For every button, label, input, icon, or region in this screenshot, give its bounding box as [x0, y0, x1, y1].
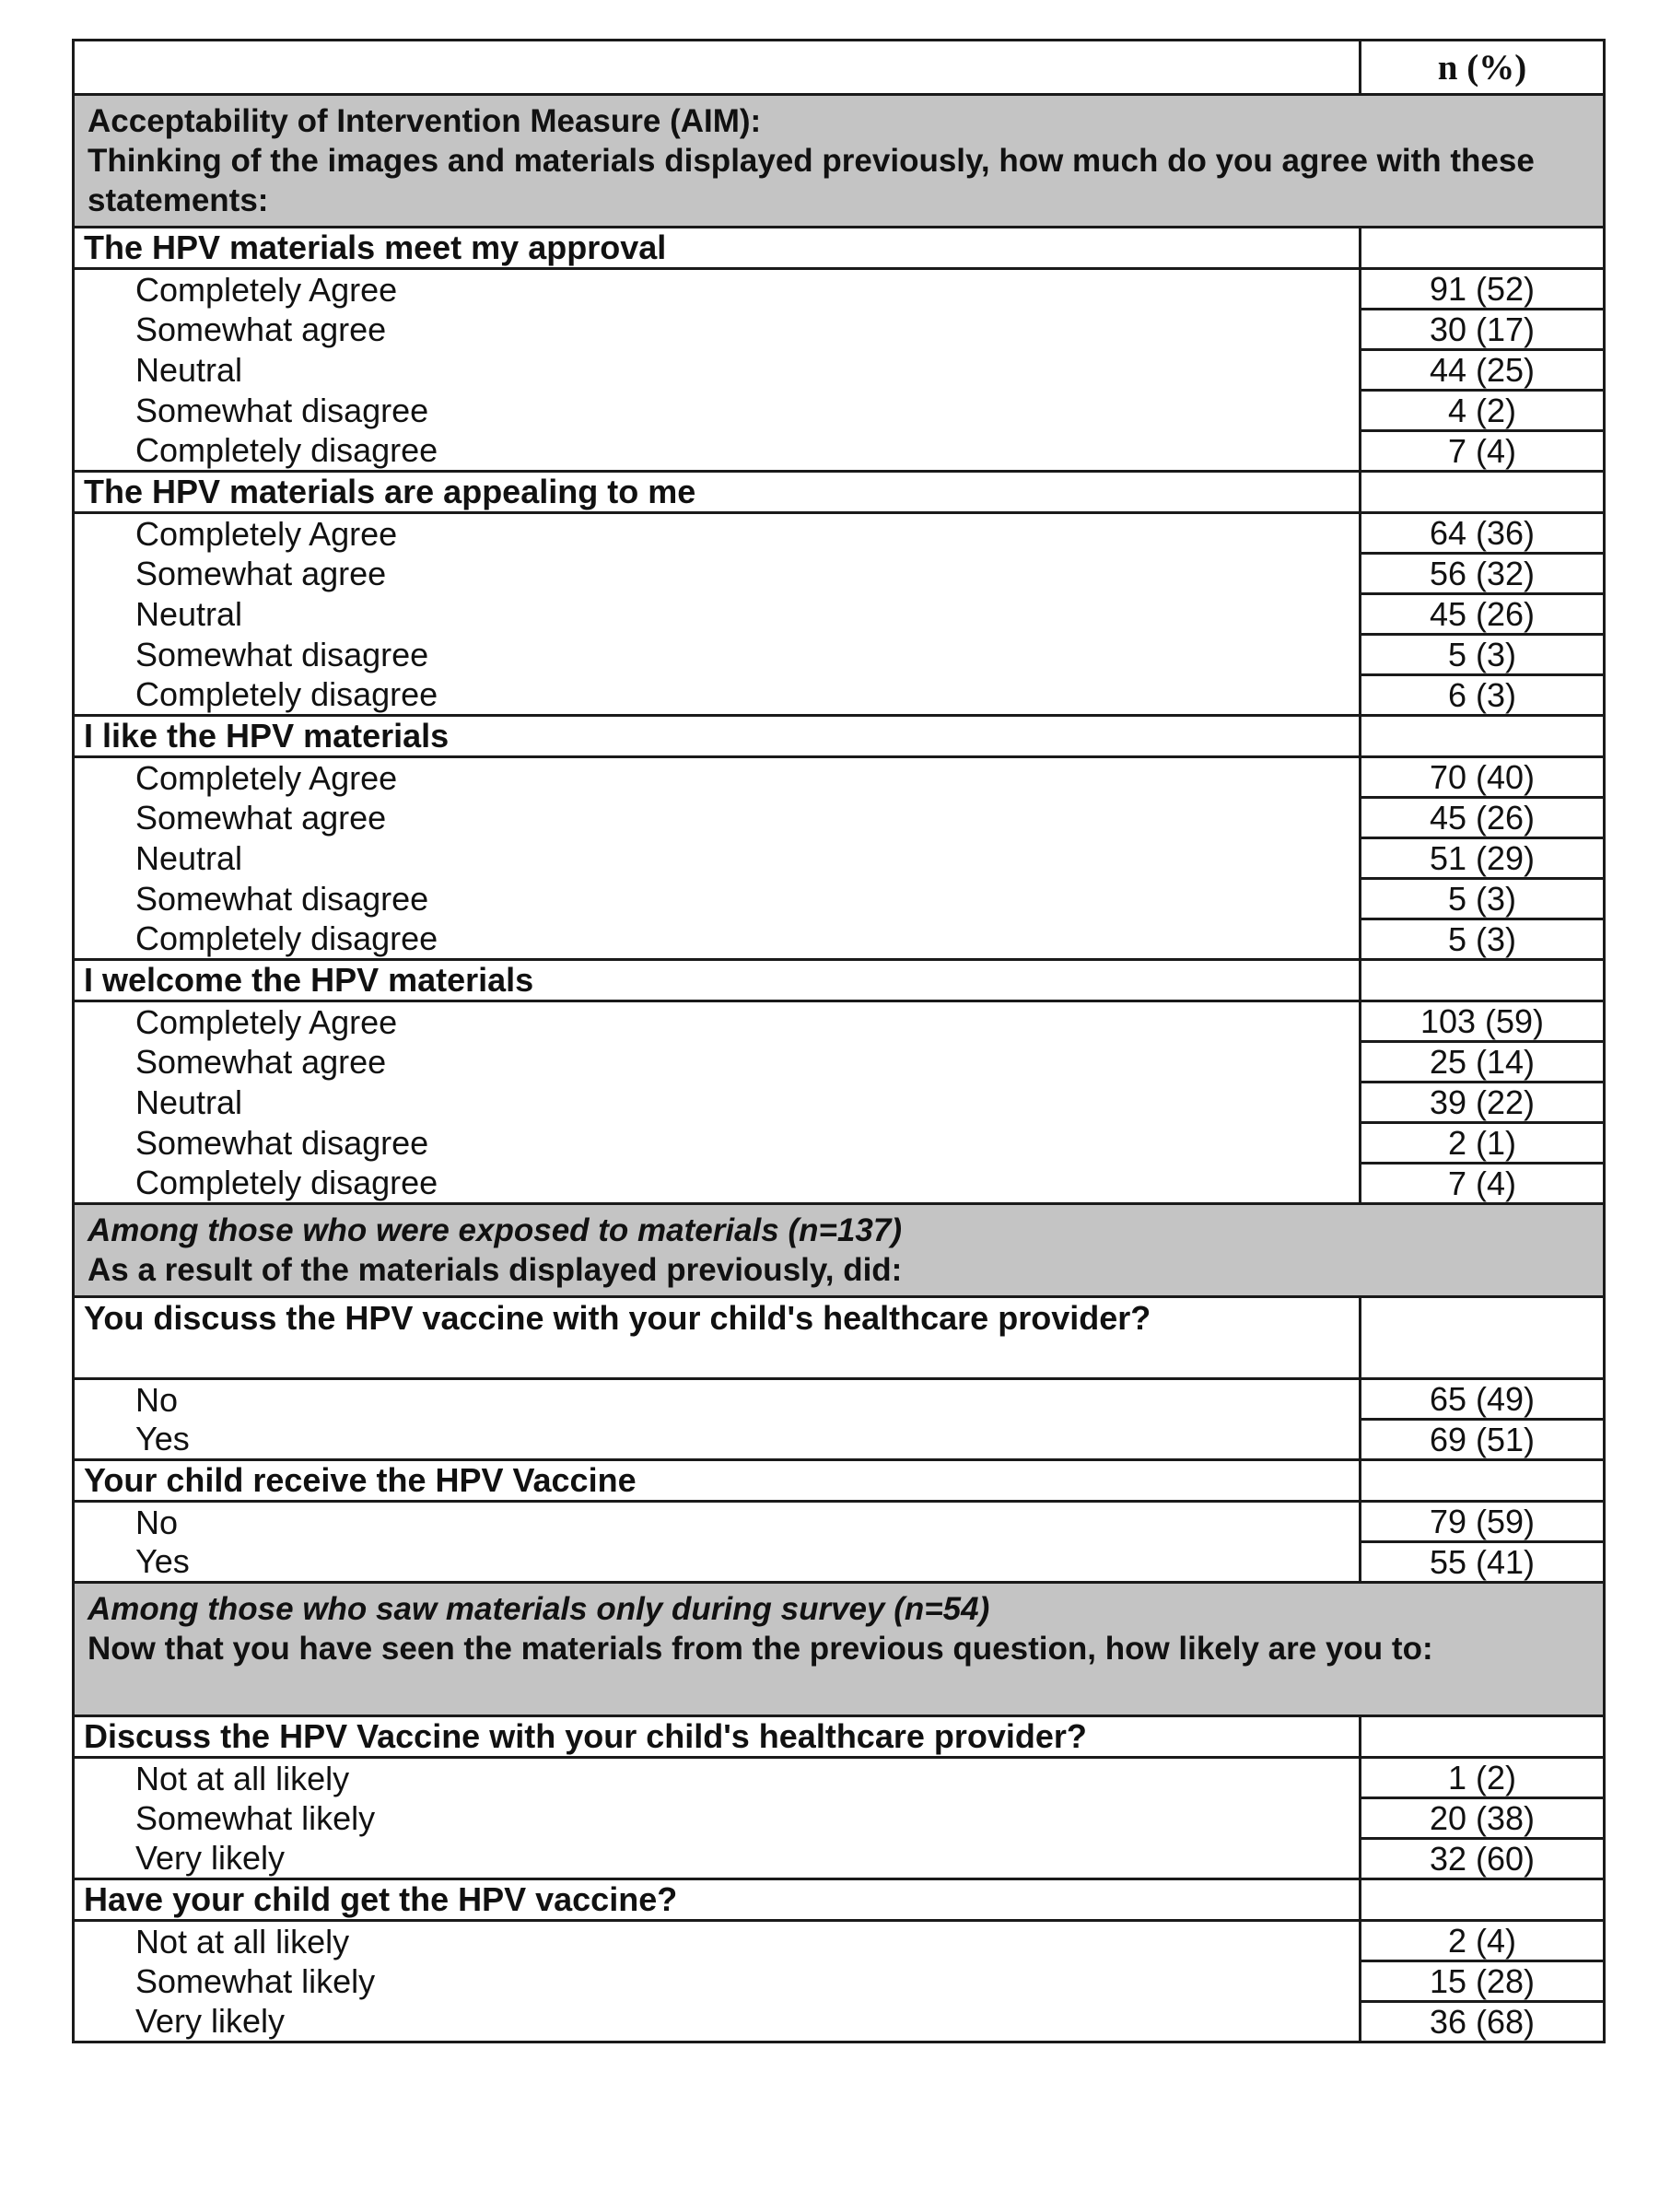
response-label: Somewhat disagree [74, 635, 1361, 675]
section-heading-row [74, 1583, 1605, 1716]
section-heading-line: Among those who were exposed to materials (n=137) [88, 1212, 902, 1248]
response-row [74, 2002, 1605, 2042]
response-value: 39 (22) [1361, 1083, 1605, 1123]
response-row [74, 269, 1605, 310]
response-label: Very likely [74, 1839, 1361, 1879]
response-value: 5 (3) [1361, 879, 1605, 919]
response-label: Neutral [74, 1083, 1361, 1123]
response-value: 55 (41) [1361, 1542, 1605, 1583]
response-value: 25 (14) [1361, 1042, 1605, 1083]
response-label: Completely Agree [74, 1001, 1361, 1042]
question-row [74, 472, 1605, 513]
response-value: 32 (60) [1361, 1839, 1605, 1879]
response-value: 7 (4) [1361, 1164, 1605, 1204]
question-row [74, 1297, 1605, 1379]
response-value: 5 (3) [1361, 919, 1605, 960]
response-value: 44 (25) [1361, 350, 1605, 391]
question-value-empty [1361, 228, 1605, 269]
question-text: Have your child get the HPV vaccine? [74, 1879, 1361, 1921]
response-row [74, 391, 1605, 431]
response-row [74, 1379, 1605, 1420]
response-row [74, 757, 1605, 798]
response-row [74, 1839, 1605, 1879]
response-row [74, 1083, 1605, 1123]
section-heading-line: Among those who saw materials only during survey (n=54) [88, 1591, 990, 1627]
question-row [74, 960, 1605, 1001]
question-text: Discuss the HPV Vaccine with your child's healthcare provider? [74, 1716, 1361, 1758]
response-label: Completely Agree [74, 269, 1361, 310]
response-value: 45 (26) [1361, 594, 1605, 635]
response-label: Somewhat agree [74, 554, 1361, 594]
response-row [74, 1420, 1605, 1460]
response-row [74, 1123, 1605, 1164]
response-label: Neutral [74, 350, 1361, 391]
response-label: Completely disagree [74, 431, 1361, 472]
response-label: No [74, 1502, 1361, 1542]
response-row [74, 1164, 1605, 1204]
section-heading-line: Now that you have seen the materials from the previous question, how likely are you to: [88, 1631, 1433, 1667]
question-row [74, 716, 1605, 757]
section-heading-line: Thinking of the images and materials displayed previously, how much do you agree with these statements: [88, 143, 1535, 218]
response-label: No [74, 1379, 1361, 1420]
section-heading-line: Acceptability of Intervention Measure (AIM): [88, 103, 762, 139]
response-row [74, 310, 1605, 350]
response-row [74, 431, 1605, 472]
response-label: Completely Agree [74, 757, 1361, 798]
question-text: The HPV materials are appealing to me [74, 472, 1361, 513]
response-label: Completely Agree [74, 513, 1361, 554]
response-value: 79 (59) [1361, 1502, 1605, 1542]
response-value: 15 (28) [1361, 1961, 1605, 2002]
response-value: 36 (68) [1361, 2002, 1605, 2042]
response-row [74, 798, 1605, 838]
question-text: The HPV materials meet my approval [74, 228, 1361, 269]
header-empty-cell [74, 41, 1361, 95]
response-value: 64 (36) [1361, 513, 1605, 554]
response-value: 4 (2) [1361, 391, 1605, 431]
response-label: Somewhat agree [74, 1042, 1361, 1083]
response-row [74, 350, 1605, 391]
section-heading [74, 1583, 1605, 1716]
response-label: Neutral [74, 594, 1361, 635]
question-text: I like the HPV materials [74, 716, 1361, 757]
response-row [74, 838, 1605, 879]
response-value: 30 (17) [1361, 310, 1605, 350]
response-label: Not at all likely [74, 1758, 1361, 1798]
response-value: 45 (26) [1361, 798, 1605, 838]
response-row [74, 879, 1605, 919]
response-value: 1 (2) [1361, 1758, 1605, 1798]
question-value-empty [1361, 1460, 1605, 1502]
response-value: 69 (51) [1361, 1420, 1605, 1460]
response-row [74, 1542, 1605, 1583]
response-row [74, 1921, 1605, 1961]
section-heading [74, 95, 1605, 228]
response-row [74, 675, 1605, 716]
response-label: Somewhat disagree [74, 391, 1361, 431]
response-row [74, 919, 1605, 960]
response-label: Very likely [74, 2002, 1361, 2042]
response-row [74, 554, 1605, 594]
response-label: Completely disagree [74, 675, 1361, 716]
response-label: Yes [74, 1542, 1361, 1583]
question-value-empty [1361, 716, 1605, 757]
response-value: 2 (1) [1361, 1123, 1605, 1164]
response-row [74, 594, 1605, 635]
question-row [74, 1460, 1605, 1502]
response-value: 51 (29) [1361, 838, 1605, 879]
response-value: 70 (40) [1361, 757, 1605, 798]
response-label: Completely disagree [74, 1164, 1361, 1204]
response-label: Not at all likely [74, 1921, 1361, 1961]
response-row [74, 1758, 1605, 1798]
section-heading [74, 1204, 1605, 1297]
response-value: 6 (3) [1361, 675, 1605, 716]
response-row [74, 1502, 1605, 1542]
response-label: Somewhat disagree [74, 879, 1361, 919]
response-value: 56 (32) [1361, 554, 1605, 594]
response-value: 7 (4) [1361, 431, 1605, 472]
question-row [74, 228, 1605, 269]
response-label: Neutral [74, 838, 1361, 879]
response-row [74, 1042, 1605, 1083]
response-label: Completely disagree [74, 919, 1361, 960]
response-value: 20 (38) [1361, 1798, 1605, 1839]
response-label: Somewhat disagree [74, 1123, 1361, 1164]
question-value-empty [1361, 1716, 1605, 1758]
question-value-empty [1361, 1297, 1605, 1379]
question-text: Your child receive the HPV Vaccine [74, 1460, 1361, 1502]
question-row [74, 1716, 1605, 1758]
response-row [74, 1961, 1605, 2002]
response-label: Yes [74, 1420, 1361, 1460]
question-value-empty [1361, 472, 1605, 513]
response-value: 103 (59) [1361, 1001, 1605, 1042]
response-label: Somewhat likely [74, 1798, 1361, 1839]
response-label: Somewhat agree [74, 310, 1361, 350]
response-row [74, 1001, 1605, 1042]
question-value-empty [1361, 1879, 1605, 1921]
section-heading-row [74, 1204, 1605, 1297]
question-value-empty [1361, 960, 1605, 1001]
response-value: 91 (52) [1361, 269, 1605, 310]
results-table-container [72, 39, 1603, 2043]
response-label: Somewhat likely [74, 1961, 1361, 2002]
question-text: I welcome the HPV materials [74, 960, 1361, 1001]
response-row [74, 513, 1605, 554]
response-label: Somewhat agree [74, 798, 1361, 838]
response-value: 5 (3) [1361, 635, 1605, 675]
header-row [74, 41, 1605, 95]
section-heading-line: As a result of the materials displayed previously, did: [88, 1252, 903, 1288]
section-heading-row [74, 95, 1605, 228]
response-row [74, 635, 1605, 675]
results-table [72, 39, 1606, 2043]
response-row [74, 1798, 1605, 1839]
question-text: You discuss the HPV vaccine with your child's healthcare provider? [74, 1297, 1361, 1379]
column-header-n-percent: n (%) [1361, 41, 1605, 95]
question-row [74, 1879, 1605, 1921]
response-value: 2 (4) [1361, 1921, 1605, 1961]
response-value: 65 (49) [1361, 1379, 1605, 1420]
